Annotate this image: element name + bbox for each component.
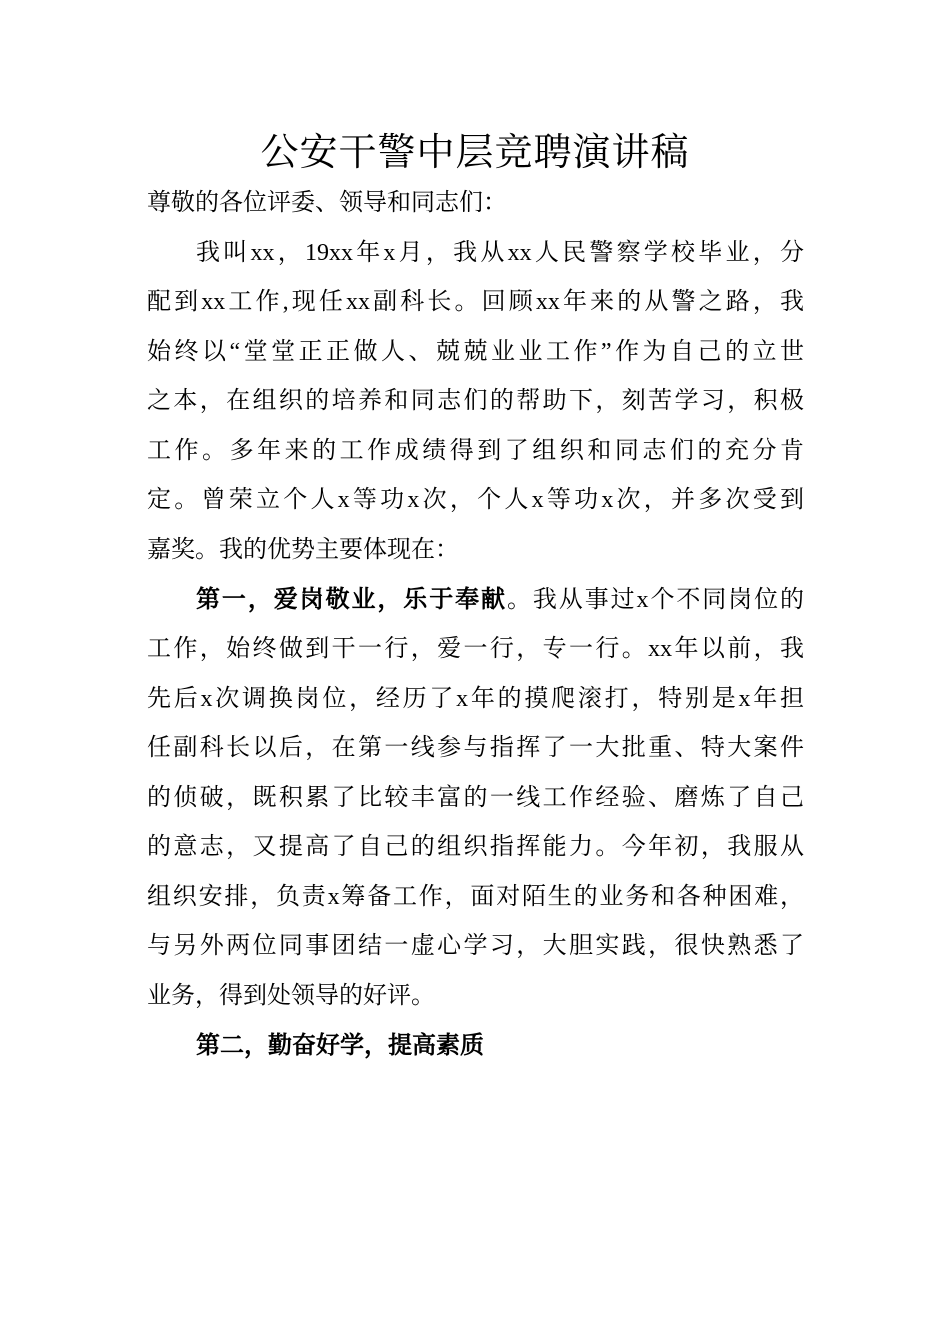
paragraph-line: 的侦破，既积累了比较丰富的一线工作经验、磨炼了自己 [147, 785, 804, 811]
paragraph-line: 工作，始终做到干一行，爱一行，专一行。xx年以前，我 [147, 636, 804, 662]
paragraph-line: 工作。多年来的工作成绩得到了组织和同志们的充分肯 [147, 438, 804, 464]
paragraph-line: 之本，在组织的培养和同志们的帮助下，刻苦学习，积极 [147, 388, 804, 414]
paragraph-line: 的意志，又提高了自己的组织指挥能力。今年初，我服从 [147, 834, 804, 860]
paragraph-line: 先后x次调换岗位，经历了x年的摸爬滚打，特别是x年担 [147, 686, 804, 712]
section-2-heading: 第二，勤奋好学，提高素质 [196, 1032, 484, 1059]
section-1-heading: 第一，爱岗敬业，乐于奉献 [196, 586, 507, 613]
paragraph-line: 我叫xx，19xx年x月，我从xx人民警察学校毕业，分 [196, 240, 804, 266]
paragraph-line: 与另外两位同事团结一虚心学习，大胆实践，很快熟悉了 [147, 933, 804, 959]
paragraph-line: 任副科长以后，在第一线参与指挥了一大批重、特大案件 [147, 735, 804, 761]
section-1-text: 。我从事过x个不同岗位的 [506, 587, 805, 613]
document-title: 公安干警中层竞聘演讲稿 [260, 132, 690, 174]
paragraph-line: 业务，得到处领导的好评。 [147, 983, 435, 1009]
paragraph-line: 始终以“堂堂正正做人、兢兢业业工作”作为自己的立世 [147, 339, 804, 365]
paragraph-line: 定。曾荣立个人x等功x次，个人x等功x次，并多次受到 [147, 487, 804, 513]
salutation: 尊敬的各位评委、领导和同志们： [147, 190, 507, 216]
paragraph-line: 嘉奖。我的优势主要体现在： [147, 537, 459, 563]
paragraph-line: 组织安排，负责x筹备工作，面对陌生的业务和各种困难， [147, 884, 804, 910]
section-1-first-line [147, 580, 804, 620]
paragraph-line: 配到xx工作,现任xx副科长。回顾xx年来的从警之路，我 [147, 289, 804, 315]
